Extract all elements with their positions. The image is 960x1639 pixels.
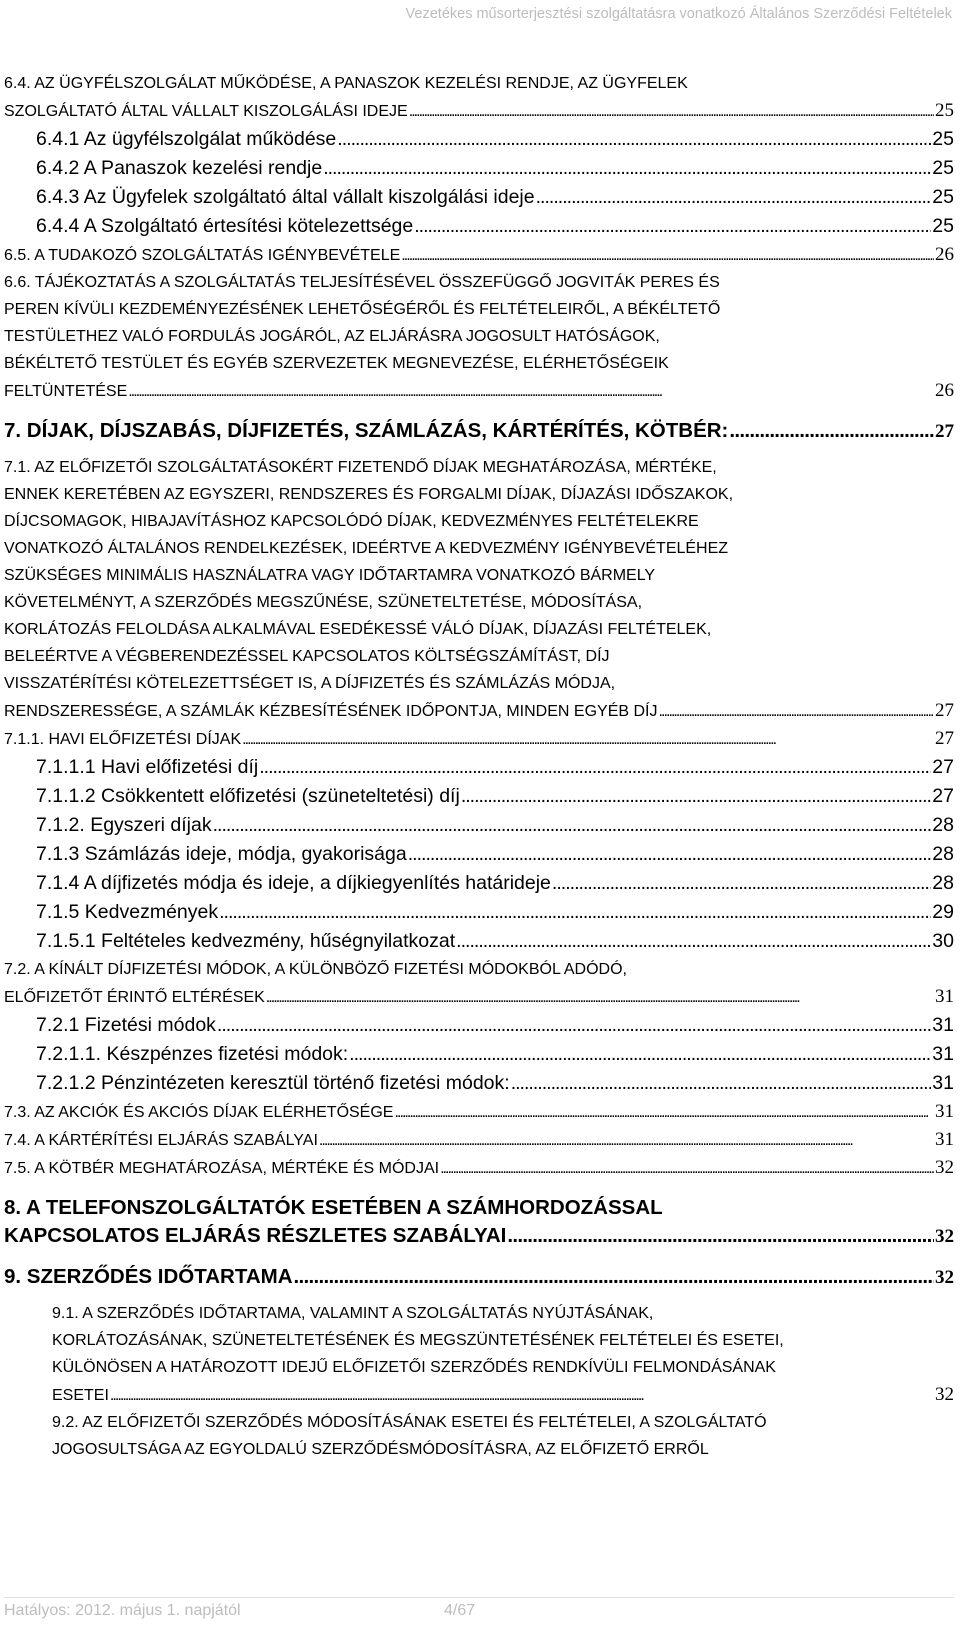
toc-page-number: 27 — [932, 756, 954, 778]
toc-leader-dots — [507, 1222, 934, 1250]
toc-leader-dots — [408, 840, 932, 869]
toc-leader-dots — [213, 811, 932, 840]
toc-leader-dots — [337, 125, 931, 154]
toc-leader-dots — [259, 753, 931, 782]
toc-page-number: 25 — [935, 100, 954, 121]
toc-entry[interactable] — [4, 1011, 954, 1040]
toc-entry-text: 7.1.1.1 Havi előfizetési díj — [36, 756, 259, 778]
toc-entry-text: 7.2.1.2 Pénzintézeten keresztül történő fizetési módok: — [36, 1072, 510, 1094]
toc-entry[interactable] — [4, 1154, 954, 1182]
toc-entry-text: BÉKÉLTETŐ TESTÜLET ÉS EGYÉB SZERVEZETEK MEGNEVEZÉSE, ELÉRHETŐSÉGEIK — [4, 355, 669, 372]
toc-entry[interactable] — [4, 1194, 954, 1251]
footer-effective-date: Hatályos: 2012. május 1. napjától — [4, 1602, 241, 1619]
toc-entry[interactable] — [4, 125, 954, 154]
toc-entry-text: PEREN KÍVÜLI KEZDEMÉNYEZÉSÉNEK LEHETŐSÉGÉRŐL ÉS FELTÉTELEIRŐL, A BÉKÉLTETŐ — [4, 301, 721, 318]
toc-entry-text: 7.4. A KÁRTÉRÍTÉSI ELJÁRÁS SZABÁLYAI — [4, 1132, 318, 1149]
toc-page-number: 25 — [932, 128, 954, 150]
toc-page-number: 32 — [935, 1226, 954, 1247]
toc-leader-dots — [217, 1011, 931, 1040]
toc-entry[interactable] — [4, 725, 954, 753]
toc-entry-text: 7.1.5 Kedvezmények — [36, 901, 219, 923]
toc-entry-text: 7.1.2. Egyszeri díjak — [36, 814, 212, 836]
toc-leader-dots — [349, 1040, 931, 1069]
toc-entry[interactable] — [4, 782, 954, 811]
toc-entry-text: VISSZATÉRÍTÉSI KÖTELEZETTSÉGET IS, A DÍJFIZETÉS ÉS SZÁMLÁZÁS MÓDJA, — [4, 675, 616, 692]
toc-entry[interactable] — [4, 1300, 954, 1409]
toc-page-number: 31 — [932, 1014, 954, 1036]
toc-page-number: 27 — [935, 421, 954, 442]
toc-page-number: 30 — [932, 930, 954, 952]
toc-entry-text: KORLÁTOZÁSÁNAK, SZÜNETELTETÉSÉNEK ÉS MEGSZÜNTETÉSÉNEK FELTÉTELEI ÉS ESETEI, — [52, 1332, 784, 1349]
toc-entry-text: 7.5. A KÖTBÉR MEGHATÁROZÁSA, MÉRTÉKE ÉS MÓDJAI — [4, 1160, 440, 1177]
toc-leader-dots — [456, 927, 931, 956]
toc-entry-text: KAPCSOLATOS ELJÁRÁS RÉSZLETES SZABÁLYAI — [4, 1224, 507, 1247]
toc-leader-dots — [219, 898, 931, 927]
toc-page-number: 32 — [935, 1384, 954, 1405]
toc-page-number: 28 — [932, 814, 954, 836]
toc-page-number: 31 — [932, 1043, 954, 1065]
toc-leader-dots — [110, 1382, 934, 1409]
toc-entry-text: 7.3. AZ AKCIÓK ÉS AKCIÓS DÍJAK ELÉRHETŐSÉGE — [4, 1104, 394, 1121]
toc-entry[interactable] — [4, 1040, 954, 1069]
toc-page-number: 28 — [932, 843, 954, 865]
toc-entry-text: 7.1.3 Számlázás ideje, módja, gyakorisága — [36, 843, 407, 865]
toc-leader-dots — [729, 417, 934, 445]
toc-entry-text: VONATKOZÓ ÁLTALÁNOS RENDELKEZÉSEK, IDEÉRTVE A KEDVEZMÉNY IGÉNYBEVÉTELÉHEZ — [4, 540, 729, 557]
toc-entry-text: 7.1.4 A díjfizetés módja és ideje, a díjkiegyenlítés határideje — [36, 872, 551, 894]
toc-leader-dots — [461, 782, 931, 811]
toc-leader-dots — [658, 698, 934, 725]
toc-entry[interactable] — [4, 1069, 954, 1098]
toc-leader-dots — [319, 1127, 934, 1154]
toc-entry-text: 7.1.1. HAVI ELŐFIZETÉSI DÍJAK — [4, 731, 242, 748]
toc-page-number: 25 — [932, 215, 954, 237]
toc-entry[interactable] — [4, 454, 954, 725]
toc-entry[interactable] — [4, 753, 954, 782]
toc-leader-dots — [414, 212, 931, 241]
toc-entry-text: 7.2. A KÍNÁLT DÍJFIZETÉSI MÓDOK, A KÜLÖNBÖZŐ FIZETÉSI MÓDOKBÓL ADÓDÓ, — [4, 961, 627, 978]
toc-entry[interactable] — [4, 840, 954, 869]
toc-entry[interactable] — [4, 241, 954, 269]
table-of-contents — [4, 70, 954, 1463]
document-header: Vezetékes műsorterjesztési szolgáltatásra vonatkozó Általános Szerződési Feltételek — [405, 6, 952, 22]
toc-entry[interactable] — [4, 212, 954, 241]
toc-entry[interactable] — [4, 70, 954, 125]
toc-entry-text: KÜLÖNÖSEN A HATÁROZOTT IDEJŰ ELŐFIZETŐI SZERZŐDÉS RENDKÍVÜLI FELMONDÁSÁNAK — [52, 1359, 776, 1376]
toc-entry[interactable] — [4, 154, 954, 183]
toc-leader-dots — [128, 378, 934, 405]
toc-leader-dots — [401, 242, 934, 269]
toc-entry-text: FELTÜNTETÉSE — [4, 383, 128, 400]
toc-entry-text: SZOLGÁLTATÓ ÁLTAL VÁLLALT KISZOLGÁLÁSI IDEJE — [4, 103, 408, 120]
toc-leader-dots — [242, 726, 934, 753]
toc-entry-text: BELEÉRTVE A VÉGBERENDEZÉSSEL KAPCSOLATOS KÖLTSÉGSZÁMÍTÁST, DÍJ — [4, 648, 610, 665]
toc-page-number: 31 — [935, 986, 954, 1007]
toc-entry-text: 7.1.5.1 Feltételes kedvezmény, hűségnyilatkozat — [36, 930, 456, 952]
toc-entry[interactable] — [4, 869, 954, 898]
toc-entry-text: 9.1. A SZERZŐDÉS IDŐTARTAMA, VALAMINT A SZOLGÁLTATÁS NYÚJTÁSÁNAK, — [52, 1305, 654, 1322]
toc-page-number: 27 — [935, 728, 954, 749]
toc-leader-dots — [266, 984, 934, 1011]
toc-entry[interactable] — [4, 417, 954, 446]
toc-entry-text: 9.2. AZ ELŐFIZETŐI SZERZŐDÉS MÓDOSÍTÁSÁNAK ESETEI ÉS FELTÉTELEI, A SZOLGÁLTATÓ — [52, 1414, 767, 1431]
toc-entry-text: 9. SZERZŐDÉS IDŐTARTAMA — [4, 1265, 293, 1288]
toc-page-number: 26 — [935, 244, 954, 265]
toc-entry-text: 7.1.1.2 Csökkentett előfizetési (szüneteltetési) díj — [36, 785, 460, 807]
toc-entry-text: KÖVETELMÉNYT, A SZERZŐDÉS MEGSZŰNÉSE, SZÜNETELTETÉSE, MÓDOSÍTÁSA, — [4, 594, 643, 611]
toc-entry-text: 6.4.4 A Szolgáltató értesítési kötelezettsége — [36, 215, 414, 237]
toc-entry-text: TESTÜLETHEZ VALÓ FORDULÁS JOGÁRÓL, AZ ELJÁRÁSRA JOGOSULT HATÓSÁGOK, — [4, 328, 660, 345]
toc-leader-dots — [552, 869, 931, 898]
toc-page-number: 27 — [932, 785, 954, 807]
toc-entry[interactable] — [4, 1409, 954, 1463]
toc-entry[interactable] — [4, 1263, 954, 1292]
toc-entry-text: 7.2.1.1. Készpénzes fizetési módok: — [36, 1043, 349, 1065]
toc-leader-dots — [323, 154, 931, 183]
toc-page-number: 28 — [932, 872, 954, 894]
toc-entry-text: 7.1. AZ ELŐFIZETŐI SZOLGÁLTATÁSOKÉRT FIZETENDŐ DÍJAK MEGHATÁROZÁSA, MÉRTÉKE, — [4, 459, 717, 476]
toc-entry-text: 6.4.3 Az Ügyfelek szolgáltató által vállalt kiszolgálási ideje — [36, 186, 535, 208]
toc-entry[interactable] — [4, 811, 954, 840]
toc-entry-text: ESETEI — [52, 1387, 109, 1404]
toc-entry[interactable] — [4, 269, 954, 405]
footer-page-number: 4/67 — [444, 1602, 476, 1619]
toc-leader-dots — [536, 183, 932, 212]
toc-entry-text: 6.4.2 A Panaszok kezelési rendje — [36, 157, 323, 179]
toc-entry-text: 6.6. TÁJÉKOZTATÁS A SZOLGÁLTATÁS TELJESÍTÉSÉVEL ÖSSZEFÜGGŐ JOGVITÁK PERES ÉS — [4, 274, 720, 291]
toc-leader-dots — [511, 1069, 932, 1098]
toc-entry-text: ELŐFIZETŐT ÉRINTŐ ELTÉRÉSEK — [4, 989, 265, 1006]
toc-entry-text: 6.4. AZ ÜGYFÉLSZOLGÁLAT MŰKÖDÉSE, A PANASZOK KEZELÉSI RENDJE, AZ ÜGYFELEK — [4, 75, 688, 92]
toc-leader-dots — [440, 1155, 934, 1182]
toc-entry-text: 7.2.1 Fizetési módok — [36, 1014, 216, 1036]
toc-entry-text: 6.5. A TUDAKOZÓ SZOLGÁLTATÁS IGÉNYBEVÉTELE — [4, 247, 401, 264]
toc-leader-dots — [294, 1263, 934, 1291]
toc-entry-text: ENNEK KERETÉBEN AZ EGYSZERI, RENDSZERES ÉS FORGALMI DÍJAK, DÍJAZÁSI IDŐSZAKOK, — [4, 486, 734, 503]
toc-page-number: 32 — [935, 1267, 954, 1288]
toc-entry[interactable] — [4, 927, 954, 956]
toc-page-number: 25 — [932, 157, 954, 179]
toc-page-number: 31 — [935, 1129, 954, 1150]
toc-page-number: 32 — [935, 1157, 954, 1178]
toc-entry[interactable] — [4, 183, 954, 212]
footer-divider — [4, 1597, 954, 1598]
toc-entry-text: 8. A TELEFONSZOLGÁLTATÓK ESETÉBEN A SZÁMHORDOZÁSSAL — [4, 1196, 663, 1219]
toc-page-number: 31 — [932, 1072, 954, 1094]
toc-page-number: 27 — [935, 700, 954, 721]
toc-entry-text: RENDSZERESSÉGE, A SZÁMLÁK KÉZBESÍTÉSÉNEK IDŐPONTJA, MINDEN EGYÉB DÍJ — [4, 703, 658, 720]
toc-entry[interactable] — [4, 898, 954, 927]
toc-page-number: 26 — [935, 380, 954, 401]
toc-entry-text: SZÜKSÉGES MINIMÁLIS HASZNÁLATRA VAGY IDŐTARTAMRA VONATKOZÓ BÁRMELY — [4, 567, 656, 584]
toc-page-number: 25 — [932, 186, 954, 208]
toc-page-number: 31 — [935, 1101, 954, 1122]
toc-leader-dots — [409, 98, 934, 125]
toc-entry-text: KORLÁTOZÁS FELOLDÁSA ALKALMÁVAL ESEDÉKESSÉ VÁLÓ DÍJAK, DÍJAZÁSI FELTÉTELEK, — [4, 621, 712, 638]
toc-entry-text: DÍJCSOMAGOK, HIBAJAVÍTÁSHOZ KAPCSOLÓDÓ DÍJAK, KEDVEZMÉNYES FELTÉTELEKRE — [4, 513, 699, 530]
toc-entry[interactable] — [4, 1098, 954, 1126]
toc-entry[interactable] — [4, 956, 954, 1011]
toc-entry[interactable] — [4, 1126, 954, 1154]
toc-entry-text: 6.4.1 Az ügyfélszolgálat működése — [36, 128, 337, 150]
toc-page-number: 29 — [932, 901, 954, 923]
toc-entry-text: 7. DÍJAK, DÍJSZABÁS, DÍJFIZETÉS, SZÁMLÁZÁS, KÁRTÉRÍTÉS, KÖTBÉR: — [4, 419, 729, 442]
toc-entry-text: JOGOSULTSÁGA AZ EGYOLDALÚ SZERZŐDÉSMÓDOSÍTÁSRA, AZ ELŐFIZETŐ ERRŐL — [52, 1441, 709, 1458]
toc-leader-dots — [394, 1099, 934, 1126]
